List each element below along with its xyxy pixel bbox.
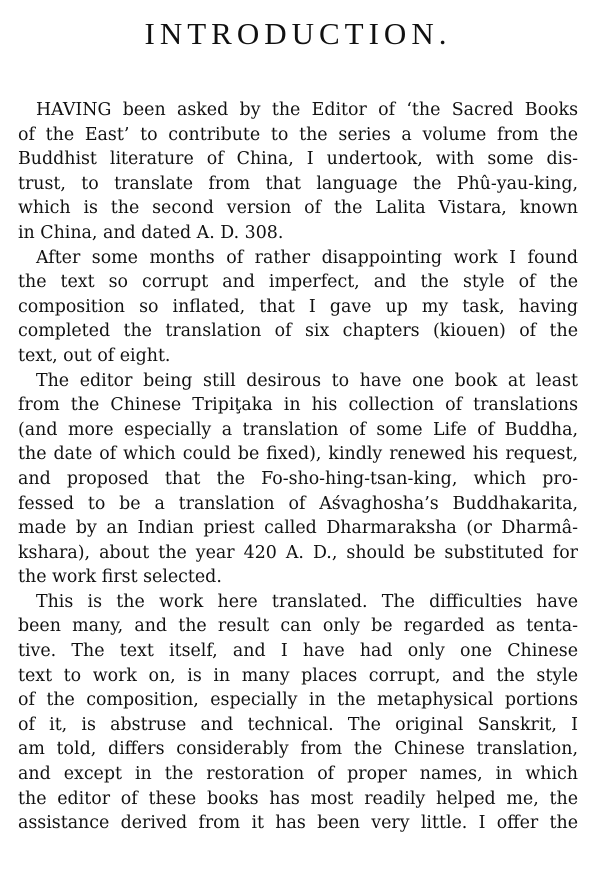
paragraph-3: [18, 369, 578, 590]
paragraph-4: [18, 590, 578, 836]
text-line: the editor of these books has most readily helped me, the: [18, 788, 578, 809]
text-line: text, out of eight.: [18, 345, 171, 366]
text-line: am told, differs considerably from the Chinese translation,: [18, 739, 578, 760]
text-line: (and more especially a translation of some Life of Buddha,: [18, 419, 578, 440]
text-line: After some months of rather disappointing work I found: [36, 247, 578, 268]
text-line: been many, and the result can only be regarded as tenta-: [18, 616, 578, 637]
text-line: completed the translation of six chapters (kiouen) of the: [18, 321, 578, 342]
text-line: The editor being still desirous to have one book at least: [36, 370, 578, 391]
page-title: INTRODUCTION.: [144, 16, 452, 51]
text-line: and proposed that the Fo-sho-hing-tsan-king, which pro-: [18, 468, 578, 489]
text-line: kshara), about the year 420 A. D., should be substituted for: [18, 542, 578, 563]
text-line: trust, to translate from that language the Phû-yau-king,: [18, 173, 578, 194]
text-line: text to work on, is in many places corrupt, and the style: [18, 665, 578, 686]
text-line: of the East’ to contribute to the series a volume from the: [18, 124, 578, 145]
text-line: This is the work here translated. The difficulties have: [36, 591, 578, 612]
text-line: assistance derived from it has been very little. I offer the: [18, 813, 578, 834]
body-text: [18, 98, 578, 836]
text-line: from the Chinese Tripiţaka in his collection of translations: [18, 395, 578, 416]
text-line: the date of which could be fixed), kindly renewed his request,: [18, 444, 578, 465]
text-line: tive. The text itself, and I have had only one Chinese: [18, 641, 578, 662]
text-line: HAVING been asked by the Editor of ‘the Sacred Books: [36, 100, 578, 120]
text-line: of the composition, especially in the metaphysical portions: [18, 690, 578, 711]
text-line: made by an Indian priest called Dharmaraksha (or Dharmâ-: [18, 518, 578, 539]
text-line: the text so corrupt and imperfect, and the style of the: [18, 272, 578, 293]
text-line: in China, and dated A. D. 308.: [18, 222, 284, 243]
paragraph-2: [18, 246, 578, 369]
text-line: which is the second version of the Lalita Vistara, known: [18, 198, 578, 219]
text-line: and except in the restoration of proper names, in which: [18, 764, 578, 785]
paragraph-1: [18, 98, 578, 246]
text-line: Buddhist literature of China, I undertook, with some dis-: [18, 149, 578, 170]
text-line: fessed to be a translation of Aśvaghosha’s Buddhakarita,: [18, 493, 578, 514]
text-line: of it, is abstruse and technical. The original Sanskrit, I: [18, 714, 578, 735]
text-line: composition so inflated, that I gave up my task, having: [18, 296, 578, 317]
text-line: the work first selected.: [18, 567, 222, 588]
